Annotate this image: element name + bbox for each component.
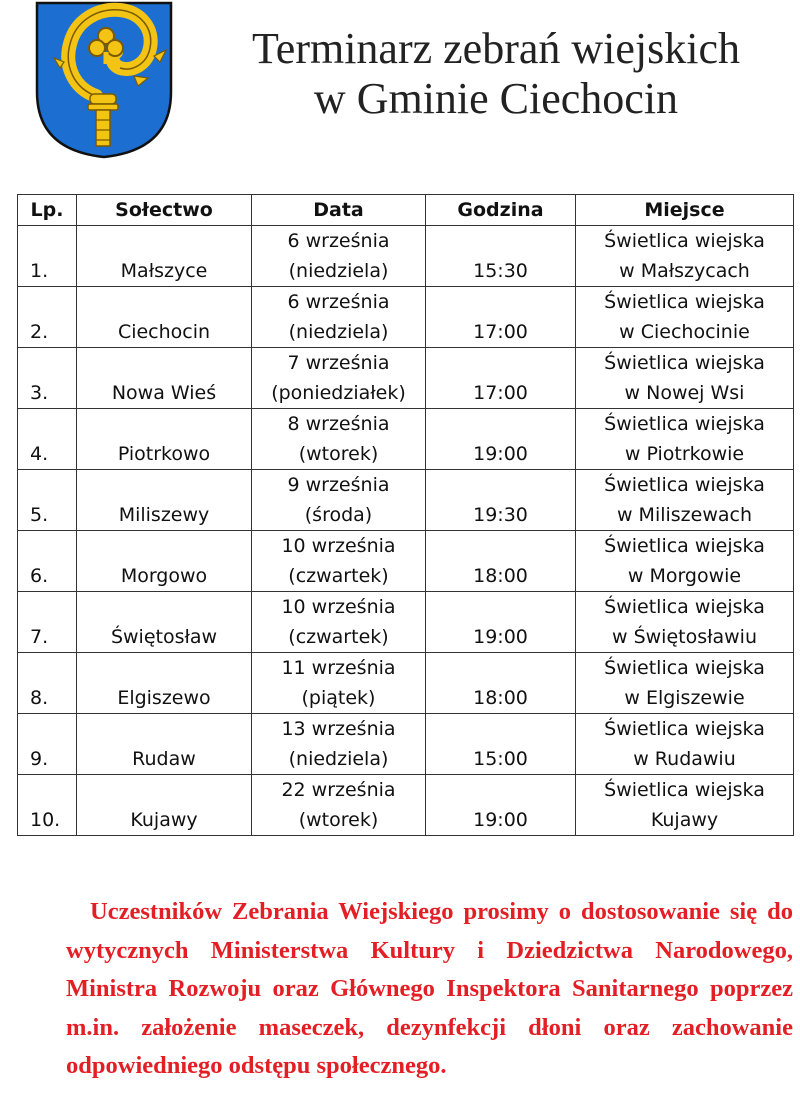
table-row	[18, 775, 794, 836]
cell-lp: 6.	[18, 531, 77, 592]
place-name: Świetlica wiejska	[604, 230, 765, 252]
table-row	[18, 470, 794, 531]
cell-time: 19:00	[426, 775, 576, 836]
date-weekday: (czwartek)	[288, 565, 389, 587]
place-name: Świetlica wiejska	[604, 291, 765, 313]
cell-place	[576, 531, 794, 592]
cell-lp: 2.	[18, 287, 77, 348]
cell-place	[576, 226, 794, 287]
cell-solectwo: Kujawy	[77, 775, 252, 836]
cell-solectwo: Piotrkowo	[77, 409, 252, 470]
place-location: w Morgowie	[627, 565, 742, 587]
date-weekday: (poniedziałek)	[271, 382, 406, 404]
cell-solectwo: Świętosław	[77, 592, 252, 653]
cell-date	[252, 653, 426, 714]
cell-lp: 4.	[18, 409, 77, 470]
cell-lp: 5.	[18, 470, 77, 531]
place-location: w Miliszewach	[616, 504, 753, 526]
cell-lp: 7.	[18, 592, 77, 653]
date-day: 10 września	[281, 596, 396, 618]
place-location: w Małszycach	[619, 260, 750, 282]
cell-date	[252, 287, 426, 348]
place-name: Świetlica wiejska	[604, 657, 765, 679]
table-row	[18, 409, 794, 470]
cell-time: 18:00	[426, 531, 576, 592]
table-row	[18, 287, 794, 348]
cell-date	[252, 470, 426, 531]
place-location: w Rudawiu	[633, 748, 736, 770]
table-row	[18, 226, 794, 287]
page-title	[196, 24, 796, 124]
place-location: w Elgiszewie	[624, 687, 745, 709]
place-name: Świetlica wiejska	[604, 718, 765, 740]
cell-time: 19:30	[426, 470, 576, 531]
column-header-data: Data	[252, 195, 426, 226]
table-row	[18, 531, 794, 592]
coat-of-arms	[34, 0, 174, 160]
cell-place	[576, 775, 794, 836]
cell-date	[252, 775, 426, 836]
column-header-miejsce: Miejsce	[576, 195, 794, 226]
cell-time: 18:00	[426, 653, 576, 714]
place-name: Świetlica wiejska	[604, 535, 765, 557]
place-name: Świetlica wiejska	[604, 779, 765, 801]
date-day: 7 września	[287, 352, 390, 374]
date-weekday: (wtorek)	[298, 809, 379, 831]
cell-lp: 1.	[18, 226, 77, 287]
cell-lp: 9.	[18, 714, 77, 775]
table-header-row	[18, 195, 794, 226]
cell-date	[252, 226, 426, 287]
cell-time: 15:00	[426, 714, 576, 775]
cell-solectwo: Małszyce	[77, 226, 252, 287]
place-location: w Świętosławiu	[611, 626, 758, 648]
cell-solectwo: Ciechocin	[77, 287, 252, 348]
date-day: 22 września	[281, 779, 396, 801]
date-day: 6 września	[287, 230, 390, 252]
column-header-lp: Lp.	[18, 195, 77, 226]
table-row	[18, 592, 794, 653]
cell-solectwo: Morgowo	[77, 531, 252, 592]
safety-notice: Uczestników Zebrania Wiejskiego prosimy o dostosowanie się do wytycznych Ministerstwa Kultury i Dziedzictwa Narodowego, Ministra Rozwoju oraz Głównego Inspektora Sanitarnego poprzez m.in. założenie maseczek, dezynfekcji dłoni oraz zachowanie odpowiedniego odstępu społecznego.	[66, 898, 793, 1079]
cell-place	[576, 348, 794, 409]
cell-lp: 10.	[18, 775, 77, 836]
date-weekday: (wtorek)	[298, 443, 379, 465]
meeting-schedule-table	[17, 194, 794, 836]
cell-lp: 3.	[18, 348, 77, 409]
table-row	[18, 714, 794, 775]
date-day: 11 września	[281, 657, 396, 679]
cell-place	[576, 714, 794, 775]
cell-time: 17:00	[426, 287, 576, 348]
title-line-1: Terminarz zebrań wiejskich	[251, 24, 741, 73]
cell-solectwo: Rudaw	[77, 714, 252, 775]
place-location: w Nowej Wsi	[624, 382, 745, 404]
date-day: 6 września	[287, 291, 390, 313]
date-weekday: (piątek)	[301, 687, 376, 709]
table-row	[18, 348, 794, 409]
cell-place	[576, 592, 794, 653]
place-location: w Ciechocinie	[619, 321, 750, 343]
cell-time: 19:00	[426, 409, 576, 470]
column-header-godzina: Godzina	[426, 195, 576, 226]
date-weekday: (niedziela)	[288, 748, 389, 770]
place-name: Świetlica wiejska	[604, 413, 765, 435]
place-name: Świetlica wiejska	[604, 474, 765, 496]
crozier-coat-of-arms-icon	[34, 0, 174, 160]
cell-place	[576, 470, 794, 531]
date-weekday: (niedziela)	[288, 321, 389, 343]
cell-time: 17:00	[426, 348, 576, 409]
cell-solectwo: Nowa Wieś	[77, 348, 252, 409]
cell-date	[252, 409, 426, 470]
place-name: Świetlica wiejska	[604, 352, 765, 374]
place-name: Świetlica wiejska	[604, 596, 765, 618]
cell-date	[252, 348, 426, 409]
date-day: 8 września	[287, 413, 390, 435]
cell-time: 15:30	[426, 226, 576, 287]
crozier-knop	[90, 94, 116, 104]
date-day: 10 września	[281, 535, 396, 557]
cell-place	[576, 287, 794, 348]
cell-solectwo: Miliszewy	[77, 470, 252, 531]
cell-date	[252, 592, 426, 653]
cell-date	[252, 714, 426, 775]
date-day: 13 września	[281, 718, 396, 740]
date-weekday: (niedziela)	[288, 260, 389, 282]
date-weekday: (środa)	[304, 504, 373, 526]
date-day: 9 września	[287, 474, 390, 496]
cell-solectwo: Elgiszewo	[77, 653, 252, 714]
cell-place	[576, 409, 794, 470]
cell-place	[576, 653, 794, 714]
table-row	[18, 653, 794, 714]
cell-time: 19:00	[426, 592, 576, 653]
title-line-2: w Gminie Ciechocin	[313, 74, 679, 123]
place-location: w Piotrkowie	[624, 443, 745, 465]
cell-date	[252, 531, 426, 592]
column-header-solectwo: Sołectwo	[77, 195, 252, 226]
place-location: Kujawy	[650, 809, 719, 831]
cell-lp: 8.	[18, 653, 77, 714]
date-weekday: (czwartek)	[288, 626, 389, 648]
